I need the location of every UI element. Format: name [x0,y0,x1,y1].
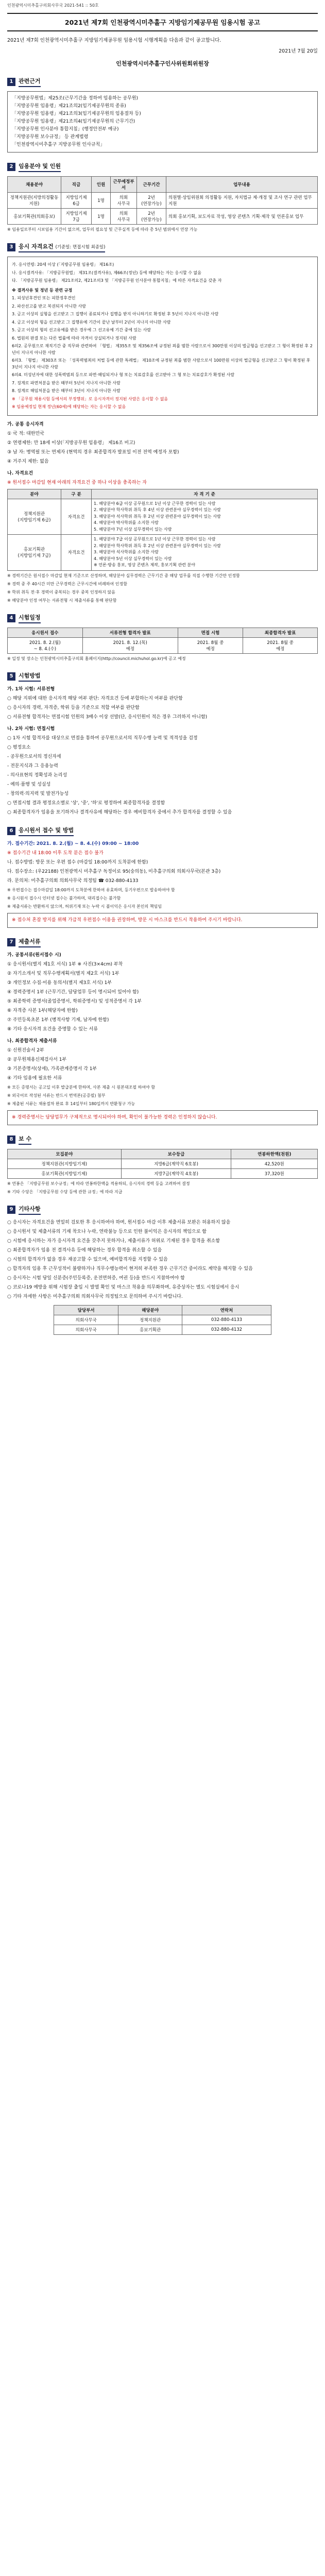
section-title: 기타사항 [19,1205,41,1215]
section-number: 6 [7,827,15,835]
section-exam-method: 5 시험방법 가. 1차 시험: 서류전형 ○ 해당 지위에 대한 응시자격 해당 여부 판단: 자격요건 등에 부합하는지 여부를 판단함 ○ 응시자의 경력, 자격증, 학위 등을 기준으로 적합 여부를 판단함 ○ 서류전형 합격자는 면접시험 인원의 3배수 이상 선발(단, 응시인원이 적은 경우 그러하지 아니함) 나. 2차 시험: 면접시험 ○ 1차 시험 합격자를 대상으로 면접을 통하여 공무원으로서의 직무수행 능력 및 적격성을 검정 ○ 평정요소 - 공무원으로서의 정신자세 - 전문지식과 그 응용능력 - 의사표현의 정확성과 논리성 - 예의·품행 및 성실성 - 창의력·의지력 및 발전가능성 ○ 면접시험 결과 평정요소별로 '상', '중', '하'로 평정하여 최종합격자를 결정함 ○ 최종합격자가 임용을 포기하거나 결격사유에 해당하는 경우 예비합격자 중에서 추가 합격자를 결정할 수 있음 [7,672,232,815]
list-item: 「지방공무원법」제25조(근무기간을 정하여 임용하는 공무원) [12,96,139,101]
table-row: 정책지원관(지방임기제) 지방6급(계약직 6호봉) 42,520원 [8,1159,318,1168]
document-number: 인천광역시미추홀구의회사무국 2021-541 :: 50호 [7,3,99,8]
section-title: 시험방법 [19,671,41,682]
table-header: 근무기간 [137,177,166,193]
section-positions [7,162,318,233]
notice-title: 2021년 제7회 인천광역시미추홀구 지방임기제공무원 임용시험 공고 [7,13,318,31]
notice-issuer: 인천광역시미추홀구인사위원회위원장 [116,60,209,67]
eligibility-box: 가. 응시연령: 20세 이상 (「지방공무원 임용령」 제16조) 나. 응시결격사유: 「지방공무원법」 제31조(결격사유), 제66조(정년) 등에 해당하는 자는 응시할 수 없음 다. 「지방공무원 임용령」 제21조의2, 제21조의3 및 「지방공무원 인사분야 통합지침」에 따른 자격요건을 갖춘 자 ※ 결격사유 및 정년 등 관련 규정 1. 피성년후견인 또는 피한정후견인 2. 파산선고를 받고 복권되지 아니한 사람 3. 금고 이상의 실형을 선고받고 그 집행이 종료되거나 집행을 받지 아니하기로 확정된 후 5년이 지나지 아니한 사람 4. 금고 이상의 형을 선고받고 그 집행유예 기간이 끝난 날부터 2년이 지나지 아니한 사람 5. 금고 이상의 형의 선고유예를 받은 경우에 그 선고유예 기간 중에 있는 사람 6. 법원의 판결 또는 다른 법률에 따라 자격이 상실되거나 정지된 사람 6의2. 공무원으로 재직기간 중 직무와 관련하여 「형법」 제355조 및 제356조에 규정된 죄를 범한 사람으로서 300만원 이상의 벌금형을 선고받고 그 형이 확정된 후 2년이 지나지 아니한 사람 6의3. 「형법」 제303조 또는 「성폭력범죄의 처벌 등에 관한 특례법」 제10조에 규정된 죄를 범한 사람으로서 100만원 이상의 벌금형을 선고받고 그 형이 확정된 후 3년이 지나지 아니한 사람 6의4. 미성년자에 대한 성폭력범죄 등으로 파면·해임되거나 형 또는 치료감호를 선고받아 그 형 또는 치료감호가 확정된 사람 7. 징계로 파면처분을 받은 때부터 5년이 지나지 아니한 사람 8. 징계로 해임처분을 받은 때부터 3년이 지나지 아니한 사람 ※ 「공무원 채용시험 등에서의 부정행위」로 응시자격이 정지된 사람은 응시할 수 없음 ※ 임용예정일 현재 정년(60세)에 해당하는 자는 응시할 수 없음 [7,257,318,416]
table-row: 홍보기획관 (지방임기제 7급) 자격요건 1. 해당분야 7급 이상 공무원으로 1년 이상 근무한 경력이 있는 사람 2. 해당분야 학사학위 취득 후 2년 이상 관련분야 실무경력이 있는 사람 3. 해당분야 석사학위를 소지한 사람 4. 해당분야 5년 이상 실무경력이 있는 사람 ※ 언론·방송 홍보, 영상 콘텐츠 제작, 홍보기획 관련 분야 [8,535,318,571]
section-title: 관련근거 [19,77,41,87]
table-row: 2021. 8. 2.(월) ~ 8. 4.(수) 2021. 8. 12.(목) 예정 2021. 8월 중 예정 2021. 8월 중 예정 [8,637,318,653]
section-number: 8 [7,1136,15,1144]
section-eligibility: 3 응시 자격요건 (기준일: 면접시험 최종일) 가. 응시연령: 20세 이상 (「지방공무원 임용령」 제16조) 나. 응시결격사유: 「지방공무원법」 제31조(결격사유), 제66조(정년) 등에 해당하는 자는 응시할 수 없음 다. 「지방공무원 임용령」 제21조의2, 제21조의3 및 「지방공무원 인사분야 통합지침」에 따른 자격요건을 갖춘 자 ※ 결격사유 및 정년 등 관련 규정 1. 피성년후견인 또는 피한정후견인 2. 파산선고를 받고 복권되지 아니한 사람 3. 금고 이상의 실형을 선고받고 그 집행이 종료되거나 집행을 받지 아니하기로 확정된 후 5년이 지나지 아니한 사람 4. 금고 이상의 형을 선고받고 그 집행유예 기간이 끝난 날부터 2년이 지나지 아니한 사람 5. 금고 이상의 형의 선고유예를 받은 경우에 그 선고유예 기간 중에 있는 사람 6. 법원의 판결 또는 다른 법률에 따라 자격이 상실되거나 정지된 사람 6의2. 공무원으로 재직기간 중 직무와 관련하여 「형법」 제355조 및 제356조에 규정된 죄를 범한 사람으로서 300만원 이상의 벌금형을 선고받고 그 형이 확정된 후 2년이 지나지 아니한 사람 6의3. 「형법」 제303조 또는 「성폭력범죄의 처벌 등에 관한 특례법」 제10조에 규정된 죄를 범한 사람으로서 100만원 이상의 벌금형을 선고받고 그 형이 확정된 후 3년이 지나지 아니한 사람 6의4. 미성년자에 대한 성폭력범죄 등으로 파면·해임되거나 형 또는 치료감호를 선고받아 그 형 또는 치료감호가 확정된 사람 7. 징계로 파면처분을 받은 때부터 5년이 지나지 아니한 사람 8. 징계로 해임처분을 받은 때부터 3년이 지나지 아니한 사람 ※ 「공무원 채용시험 등에서의 부정행위」로 응시자격이 정지된 사람은 응시할 수 없음 ※ 임용예정일 현재 정년(60세)에 해당하는 자는 응시할 수 없음 가. 공통 응시자격 ① 국 적: 대한민국 ② 연령제한: 만 18세 이상(「지방공무원 임용령」 제16조 비고) ③ 남 자: 병역필 또는 면제자 (현역의 경우 최종합격자 발표일 이전 전역 예정자 포함) ④ 거주지 제한: 없음 나. 자격요건 ※ 원서접수 마감일 현재 아래의 자격요건 중 하나 이상을 충족하는 자 분야 구 분 자 격 기 준 정책지원관 (지방임기제 6급) 자격요건 1. 해당분야 6급 이상 공무원으로 1년 이상 근무한 경력이 있는 사람 2. 해당분야 학사학위 취득 후 4년 이상 관련분야 실무경력이 있는 사람 3. 해당분야 석사학위 취득 후 2년 이상 관련분야 실무경력이 있는 사람 4. 해당분야 박사학위를 소지한 사람 5. 해당분야 7년 이상 실무경력이 있는 사람 홍보기획관 (지방임기제 7급) 자격요건 1. 해당분야 7급 이상 공무원으로 1년 이상 근무한 경력이 있는 사람 2. 해당분야 학사학위 취득 후 2년 이상 관련분야 실무경력이 있는 사람 3. 해당분야 석사학위를 소지한 사람 4. 해당분야 5년 이상 실무경력이 있는 사람 ※ 언론·방송 홍보, 영상 콘텐츠 제작, 홍보기획 관련 분야 ※ 경력기간은 원서접수 마감일 현재 기준으로 산정하며, 해당분야 실무경력은 근무기간 중 해당 업무를 직접 수행한 기간만 인정함 ※ 경력 중 주 40시간 미만 근무경력은 근무시간에 비례하여 인정함 ※ 학위 취득 전·후 경력이 중복되는 경우 중복 인정하지 않음 ※ 해당분야 인정 여부는 서류전형 시 제출서류를 통해 판단함 [7,242,318,604]
table-header: 연락처 [182,1305,271,1315]
section-number: 2 [7,163,15,171]
section-misc: 9 기타사항 ○ 응시자는 자격요건을 면밀히 검토한 후 응시하여야 하며, 원서접수 마감 이후 제출서류 보완은 허용하지 않음 ○ 응시원서 및 제출서류의 기재 착오나 누락, 연락불능 등으로 인한 불이익은 응시자의 책임으로 함 ○ 시험에 응시하는 자가 응시자격 요건을 갖추지 못하거나, 제출서류가 허위로 기재된 경우 합격을 취소함 ○ 최종합격자가 임용 전 결격사유 등에 해당하는 경우 합격을 취소할 수 있음 ○ 시험의 합격자가 없을 경우 재공고할 수 있으며, 예비합격자를 지정할 수 있음 ○ 합격자의 임용 후 근무성적이 불량하거나 직무수행능력이 현저히 부족한 경우 근무기간 중이라도 계약을 해지할 수 있음 ○ 응시자는 시험 당일 신분증(주민등록증, 운전면허증, 여권 등)을 반드시 지참하여야 함 ○ 코로나19 예방을 위해 시험장 출입 시 발열 확인 및 마스크 착용을 의무화하며, 유증상자는 별도 시험실에서 응시 ○ 기타 자세한 사항은 미추홀구의회 의회사무국 의정팀으로 문의하여 주시기 바랍니다. 담당부서 해당분야 연락처 의회사무국 정책지원관 032-880-4133 의회사무국 홍보기획관 032-880-4132 [7,1205,318,1335]
notice-date: 2021년 7월 20일 [279,48,318,54]
table-header: 업무내용 [166,177,318,193]
table-header: 인원 [92,177,111,193]
section-salary: 8 보 수 모집분야 보수등급 연봉하한액(천원) 정책지원관(지방임기제) 지방6급(계약직 6호봉) 42,520원 홍보기획관(지방임기제) 지방7급(계약직 4호봉) 37,320원 ※ 연봉은 「지방공무원 보수규정」에 따라 연봉하한액을 적용하되, 응시자의 경력 등을 고려하여 결정 ※ 기타 수당은 「지방공무원 수당 등에 관한 규정」에 따라 지급 [7,1134,318,1195]
table-row: 홍보기획관(의회홍보) 지방임기제 7급 1명 의회 사무국 2년 (연장가능) 의회 홍보기획, 보도자료 작성, 영상 콘텐츠 기획·제작 및 언론홍보 업무 [8,209,318,225]
salary-table [7,1149,318,1179]
list-item: 「인천광역시미추홀구 지방공무원 인사규칙」 [12,142,105,147]
table-header: 해당분야 [118,1305,182,1315]
table-header: 보수등급 [121,1149,231,1159]
documents-warning: ※ 경력증명서는 담당업무가 구체적으로 명시되어야 하며, 확인이 불가능한 경력은 인정하지 않습니다. [7,1110,318,1125]
section-title: 시험일정 [19,613,41,623]
table-row: 의회사무국 정책지원관 032-880-4133 [54,1315,271,1325]
qualification-table [7,489,318,571]
list-item: 「지방공무원 임용령」제21조의3(임기제공무원의 임용절차 등) [12,111,141,116]
table-header: 모집분야 [8,1149,122,1159]
table-header: 서류전형 합격자 발표 [82,628,178,637]
section-number: 5 [7,672,15,681]
section-application: 6 응시원서 접수 및 방법 가. 접수기간: 2021. 8. 2.(월) ~ 8. 4.(수) 09:00 ~ 18:00 ※ 접수기간 내 18:00 이후 도착 분은 접수 불가 나. 접수방법: 방문 또는 우편 접수 (마감일 18:00까지 도착분에 한함) 다. 접수장소: (우22188) 인천광역시 미추홀구 독정이로 95(숭의동), 미추홀구의회 의회사무국(본관 3층) 라. 문의처: 미추홀구의회 의회사무국 의정팀 ☎ 032-880-4133 ※ 우편접수는 접수마감일 18:00까지 도착분에 한하여 유효하며, 등기우편으로 발송하여야 함 ※ 응시원서 접수시 인터넷 접수는 불가하며, 대리접수는 불가함 ※ 제출서류는 반환하지 않으며, 허위기재 또는 누락 시 불이익은 응시자 본인의 책임임 ※ 접수처 혼잡 방지를 위해 가급적 우편접수 이용을 권장하며, 방문 시 마스크를 반드시 착용하여 주시기 바랍니다. [7,826,318,928]
positions-note: ※ 임용일로부터 시보임용 기간이 없으며, 업무의 필요성 및 근무실적 등에 따라 총 5년 범위에서 연장 가능 [7,227,198,232]
section-title: 응시 자격요건 [19,243,54,250]
table-header: 근무예정부서 [111,177,137,193]
table-header: 분야 [8,489,61,499]
section-title: 제출서류 [19,937,41,947]
legal-basis-list [12,95,313,149]
section-schedule: 4 시험일정 응시원서 접수 서류전형 합격자 발표 면접 시험 최종합격자 발표 2021. 8. 2.(월) ~ 8. 4.(수) 2021. 8. 12.(목) 예정 2021. 8월 중 예정 2021. 8월 중 예정 ※ 일정 및 장소는 인천광역시미추홀구의회 홈페이지(http://council.michuhol.go.kr)에 공고 예정 [7,613,318,662]
application-warning: ※ 접수처 혼잡 방지를 위해 가급적 우편접수 이용을 권장하며, 방문 시 마스크를 반드시 착용하여 주시기 바랍니다. [7,913,318,928]
section-number: 3 [7,243,15,251]
list-item: 「지방공무원 인사분야 통합지침」(행정안전부 예규) [12,127,119,132]
table-header: 구 분 [61,489,92,499]
section-number: 1 [7,78,15,86]
contact-table [54,1305,271,1335]
table-header: 연봉하한액(천원) [231,1149,318,1159]
section-legal-basis [7,77,318,152]
table-header: 담당부서 [54,1305,118,1315]
schedule-table [7,628,318,654]
table-header: 채용분야 [8,177,61,193]
list-item: 「지방공무원 임용령」제21조의2(임기제공무원의 종류) [12,104,126,109]
section-title-note: (기준일: 면접시험 최종일) [55,245,106,250]
table-row: 정책지원관 (지방임기제 6급) 자격요건 1. 해당분야 6급 이상 공무원으로 1년 이상 근무한 경력이 있는 사람 2. 해당분야 학사학위 취득 후 4년 이상 관련분야 실무경력이 있는 사람 3. 해당분야 석사학위 취득 후 2년 이상 관련분야 실무경력이 있는 사람 4. 해당분야 박사학위를 소지한 사람 5. 해당분야 7년 이상 실무경력이 있는 사람 [8,499,318,535]
table-header: 직급 [61,177,92,193]
section-title: 보 수 [19,1134,31,1145]
list-item: 「지방공무원 보수규정」 등 관계법령 [12,134,89,140]
section-documents: 7 제출서류 가. 공통서류(원서접수 시) ① 응시원서(별지 제1호 서식) 1부 ※ 사진(3×4cm) 부착 ② 자기소개서 및 직무수행계획서(별지 제2호 서식) 1부 ③ 개인정보 수집·이용 동의서(별지 제3호 서식) 1부 ④ 경력증명서 1부 (근무기간, 담당업무 등이 명시되어 있어야 함) ⑤ 최종학력 증명서(졸업증명서, 학위증명서) 및 성적증명서 각 1부 ⑥ 자격증 사본 1부(해당자에 한함) ⑦ 주민등록초본 1부 (병적사항 기재, 남자에 한함) ⑧ 기타 응시자격 요건을 증명할 수 있는 서류 나. 최종합격자 제출서류 ① 신원진술서 2부 ② 공무원채용신체검사서 1부 ③ 기본증명서(상세), 가족관계증명서 각 1부 ④ 기타 임용에 필요한 서류 ※ 모든 증명서는 공고일 이후 발급분에 한하며, 사본 제출 시 원본대조필 하여야 함 ※ 외국어로 작성된 서류는 반드시 번역본(공증필) 첨부 ※ 제출된 서류는 채용절차 완료 후 14일부터 180일까지 반환청구 가능 ※ 경력증명서는 담당업무가 구체적으로 명시되어야 하며, 확인이 불가능한 경력은 인정하지 않습니다. [7,937,318,1125]
section-number: 9 [7,1206,15,1214]
section-number: 4 [7,614,15,622]
table-header: 응시원서 접수 [8,628,83,637]
section-title: 임용분야 및 인원 [19,162,61,172]
section-title: 응시원서 접수 및 방법 [19,826,74,836]
table-row: 홍보기획관(지방임기제) 지방7급(계약직 4호봉) 37,320원 [8,1168,318,1178]
list-item: 「지방공무원 임용령」제21조의4(임기제공무원의 근무기간) [12,119,135,124]
table-header: 최종합격자 발표 [243,628,318,637]
table-row: 의회사무국 홍보기획관 032-880-4132 [54,1325,271,1334]
positions-table [7,176,318,225]
section-number: 7 [7,938,15,946]
table-row: 정책지원관(지방의정활동 지원) 지방임기제 6급 1명 의회 사무국 2년 (연장가능) 의원별·상임위원회 의정활동 지원, 자치법규 제·개정 및 조사 연구 관련 업무 지원 [8,193,318,209]
notice-intro: 2021년 제7회 인천광역시미추홀구 지방임기제공무원 임용시험 시행계획을 다음과 같이 공고합니다. [7,38,221,43]
table-header: 자 격 기 준 [92,489,318,499]
table-header: 면접 시험 [178,628,243,637]
